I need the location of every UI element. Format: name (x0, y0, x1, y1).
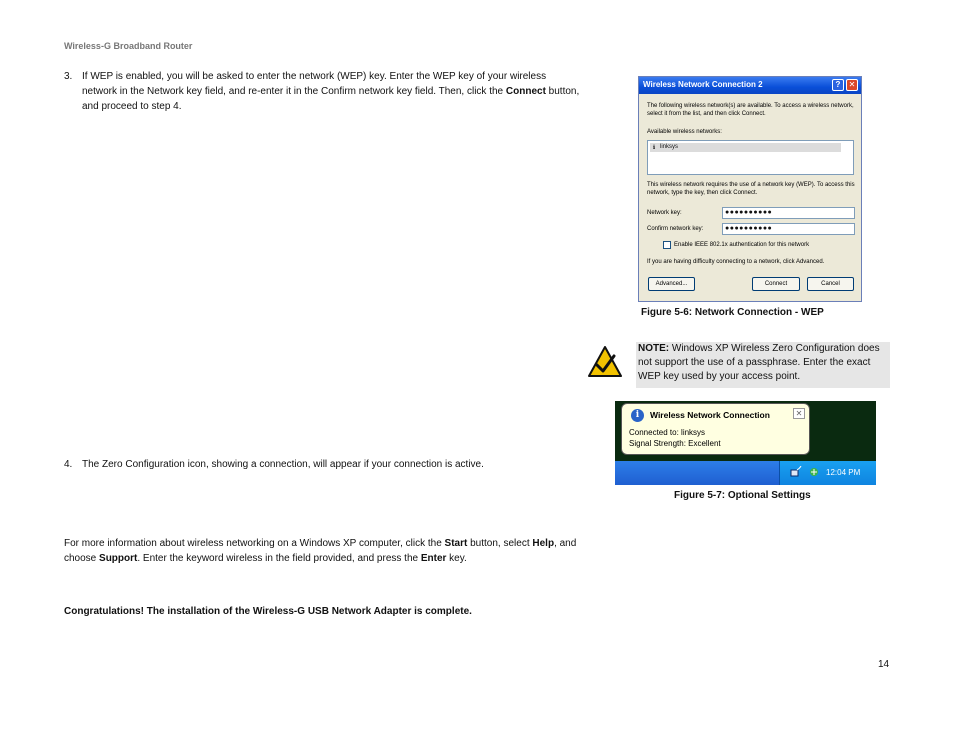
info-icon: i (631, 409, 644, 422)
step-text-part: If WEP is enabled, you will be asked to enter the network (WEP) key. Enter the WEP key of your wireless network in the Network key field, and re-enter it in the Confirm network key field. Then, click the (82, 71, 547, 97)
note-box (636, 342, 890, 388)
step-text-part: button, and proceed to step 4. (82, 86, 580, 112)
ieee-label: Enable IEEE 802.1x authentication for this network (674, 242, 810, 248)
network-list-item[interactable] (650, 143, 841, 152)
text-part: key. (446, 553, 467, 564)
connect-button[interactable]: Connect (752, 277, 800, 291)
balloon-title: Wireless Network Connection (650, 410, 770, 420)
more-info-paragraph (64, 536, 586, 566)
step-number: 4. (64, 459, 73, 470)
wep-notice: This wireless network requires the use of a network key (WEP). To access this network, type the key, then click Connect. (647, 182, 855, 196)
bold-term: Start (444, 538, 468, 549)
close-button[interactable]: ✕ (846, 79, 858, 91)
note-body: Windows XP Wireless Zero Configuration does not support the use of a passphrase. Enter the exact WEP key used by your access point. (638, 343, 880, 382)
signal-strength-text: Signal Strength: Excellent (629, 439, 721, 448)
running-header: Wireless-G Broadband Router (64, 41, 193, 51)
step-text: The Zero Configuration icon, showing a connection, will appear if your connection is active. (82, 459, 484, 470)
step-3 (64, 69, 584, 115)
dialog-title: Wireless Network Connection 2 (643, 80, 763, 89)
text-part: For more information about wireless networking on a Windows XP computer, click the (64, 538, 445, 549)
dialog-intro: The following wireless network(s) are available. To access a wireless network, select it from the list, and then click Connect. (647, 103, 854, 117)
step-4 (64, 457, 584, 473)
network-key-field[interactable]: ●●●●●●●●●● (722, 207, 855, 219)
network-name: linksys (660, 144, 679, 150)
wireless-connection-icon[interactable] (790, 466, 802, 478)
text-part: . Enter the keyword wireless in the field provided, and press the (137, 553, 421, 564)
confirm-key-field[interactable]: ●●●●●●●●●● (722, 223, 855, 235)
connection-balloon[interactable] (621, 403, 810, 455)
bold-term: Enter (420, 553, 447, 564)
step-number: 3. (64, 71, 73, 82)
ieee-checkbox[interactable] (663, 241, 671, 249)
figure-5-7-caption: Figure 5-7: Optional Settings (674, 490, 811, 501)
wep-dialog-screenshot (638, 76, 862, 302)
bold-term: Help (532, 538, 555, 549)
balloon-close-icon[interactable]: ✕ (793, 408, 805, 419)
confirm-key-label: Confirm network key: (647, 226, 704, 232)
step-text (82, 69, 582, 114)
network-icon[interactable] (808, 466, 820, 478)
network-key-label: Network key: (647, 210, 682, 216)
bold-term: Support (99, 553, 138, 564)
note-label: NOTE: (638, 343, 670, 354)
help-button[interactable]: ? (832, 79, 844, 91)
tray-clock: 12:04 PM (826, 468, 861, 477)
warning-checkmark-icon (588, 345, 622, 379)
page-number: 14 (878, 659, 890, 670)
tray-notification-screenshot (615, 401, 876, 485)
difficulty-text: If you are having difficulty connecting to a network, click Advanced. (647, 259, 825, 265)
network-list[interactable] (647, 140, 854, 175)
text-part: , and choose (64, 538, 577, 564)
congrats-text: Congratulations! The installation of the Wireless-G USB Network Adapter is complete. (64, 606, 472, 617)
figure-5-6-caption: Figure 5-6: Network Connection - WEP (641, 307, 824, 318)
wireless-network-icon: ℹ (653, 145, 656, 151)
system-tray (779, 461, 876, 485)
dialog-titlebar (639, 77, 861, 94)
note-text (638, 342, 888, 384)
text-part: button, select (467, 538, 533, 549)
available-networks-label: Available wireless networks: (647, 129, 722, 135)
connected-to-text: Connected to: linksys (629, 428, 706, 437)
advanced-button[interactable]: Advanced... (648, 277, 695, 291)
cancel-button[interactable]: Cancel (807, 277, 854, 291)
bold-term: Connect (505, 86, 546, 97)
